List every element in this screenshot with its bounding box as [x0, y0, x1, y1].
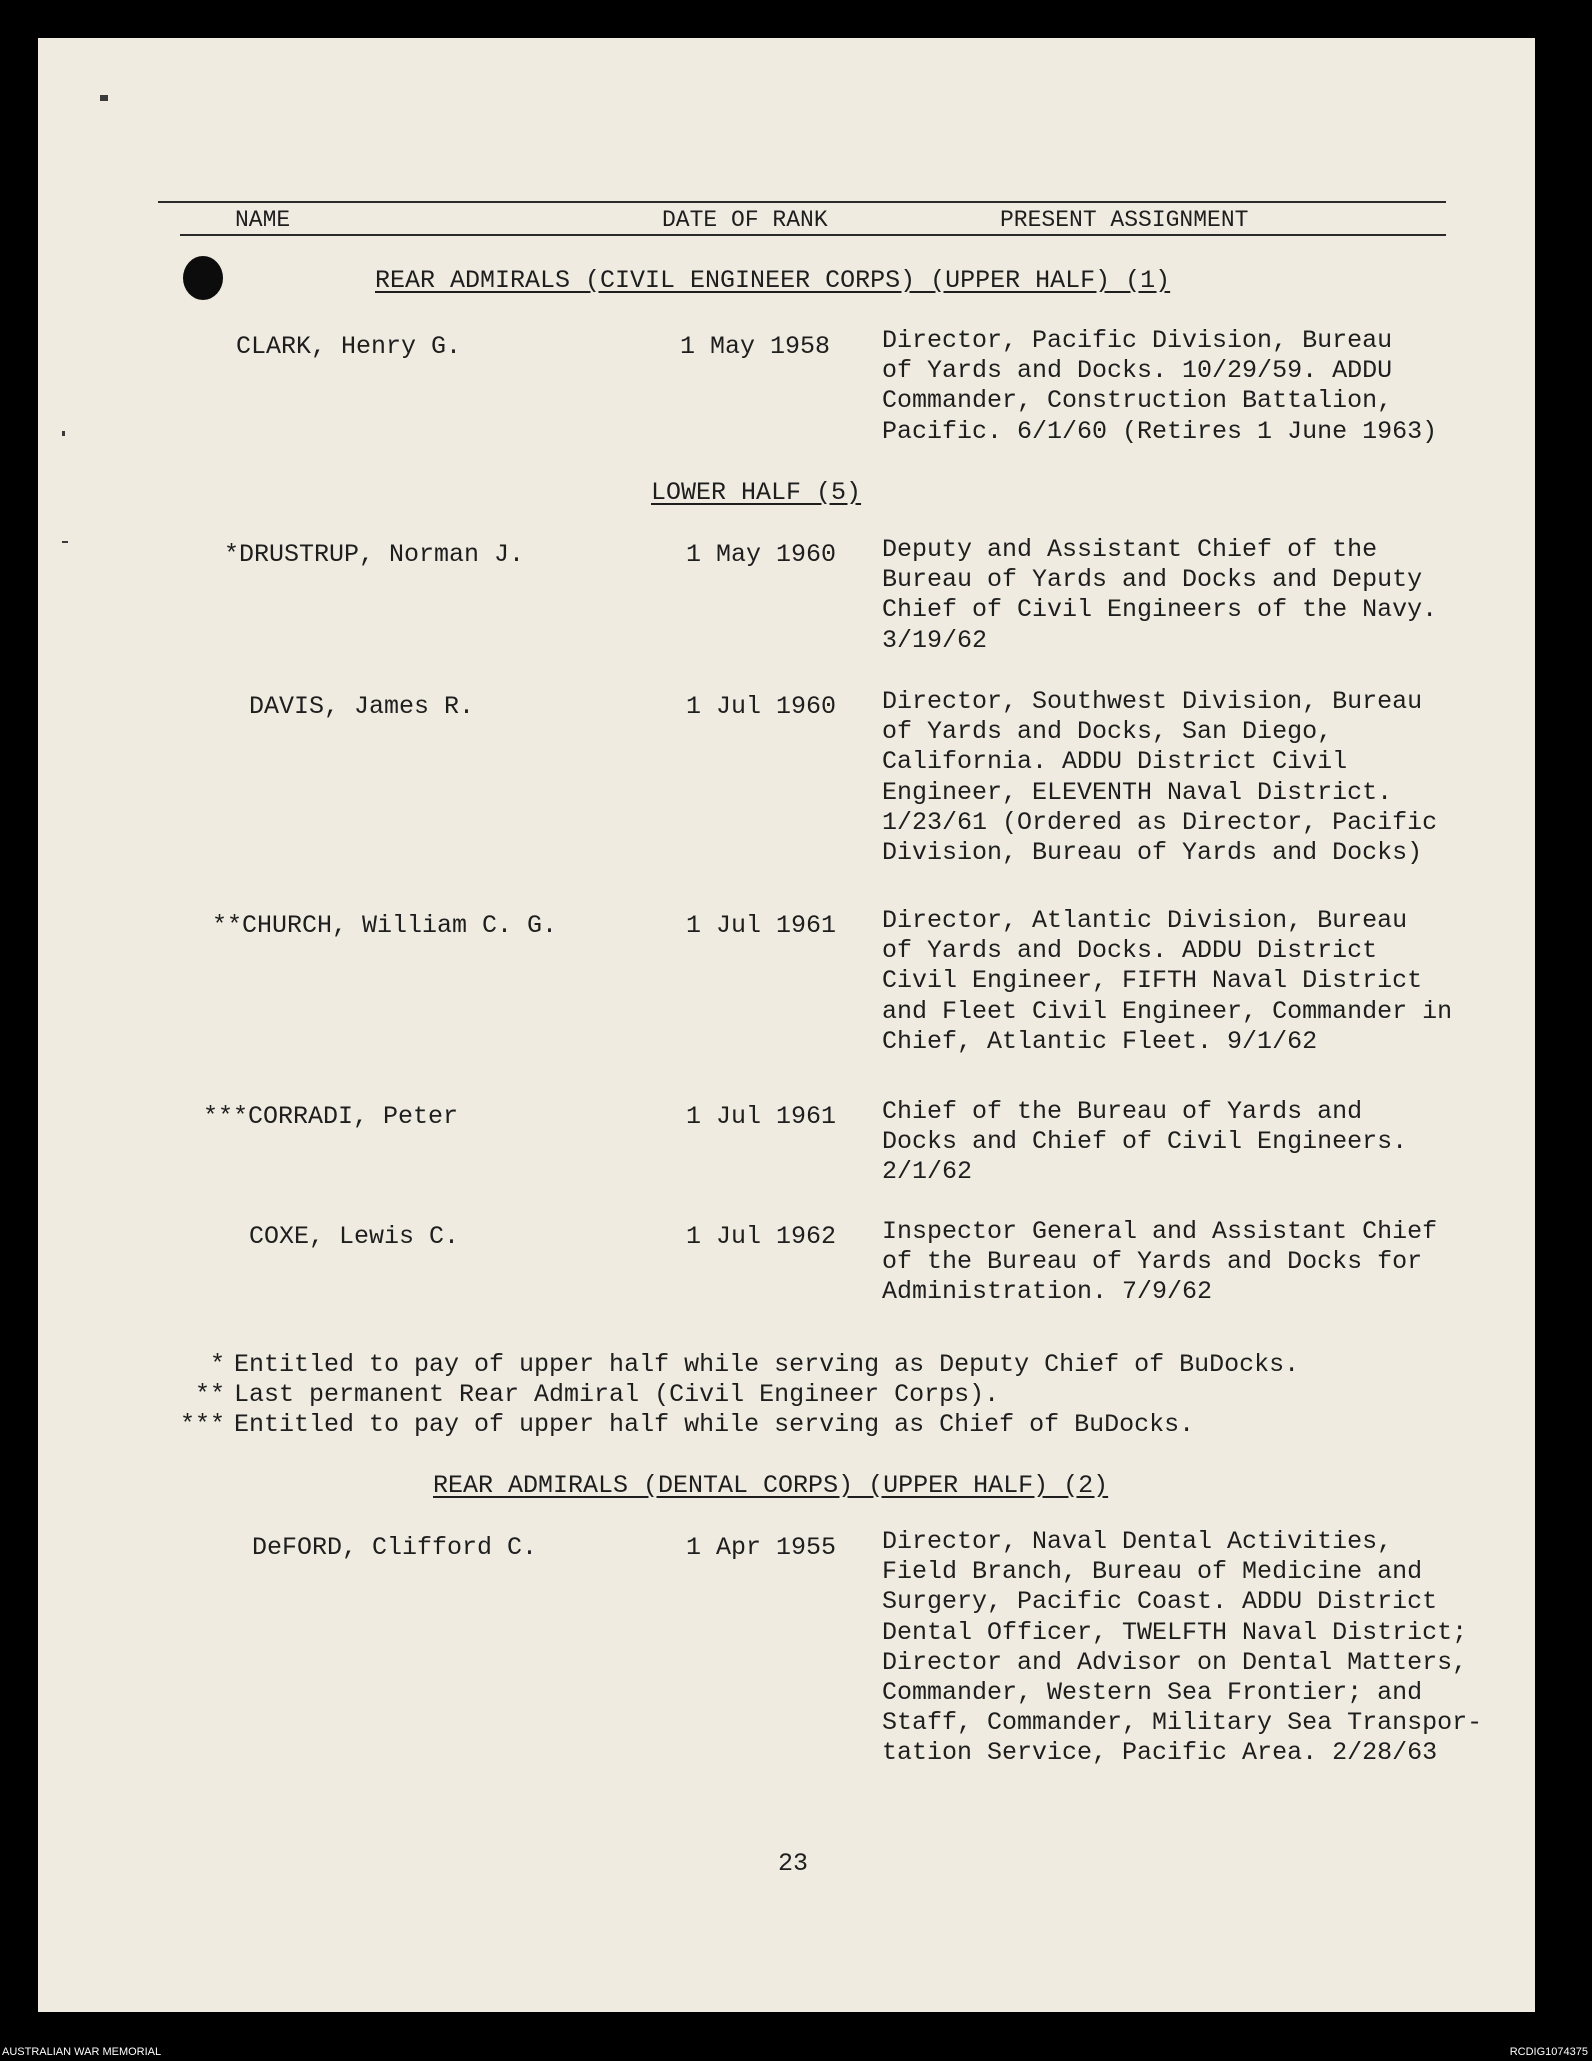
archive-credit: AUSTRALIAN WAR MEMORIAL — [2, 2046, 162, 2058]
punch-hole — [183, 256, 223, 300]
assignment-line: Inspector General and Assistant Chief — [882, 1217, 1438, 1246]
header-top-rule — [158, 201, 1446, 203]
section-heading-cec-upper-half: REAR ADMIRALS (CIVIL ENGINEER CORPS) (UPPER HALF) (1) — [375, 266, 1171, 295]
column-header-date: DATE OF RANK — [662, 207, 828, 233]
footnote-text: Entitled to pay of upper half while serving as Deputy Chief of BuDocks. — [234, 1350, 1300, 1379]
assignment-line: California. ADDU District Civil — [882, 747, 1348, 777]
entry-date: 1 Jul 1960 — [686, 692, 837, 721]
assignment-line: of the Bureau of Yards and Docks for — [882, 1247, 1423, 1277]
assignment-line: 3/19/62 — [882, 625, 988, 655]
entry-name: *DRUSTRUP, Norman J. — [224, 540, 525, 569]
entry-name: CLARK, Henry G. — [236, 332, 462, 361]
entry-assignment — [882, 1217, 1437, 1308]
section-heading-lower-half: LOWER HALF (5) — [651, 478, 862, 507]
paper-speck — [62, 431, 65, 436]
assignment-line: 2/1/62 — [882, 1157, 973, 1187]
entry-assignment — [882, 687, 1437, 868]
assignment-line: Deputy and Assistant Chief of the — [882, 535, 1378, 564]
column-header-name: NAME — [235, 207, 291, 233]
assignment-line: tation Service, Pacific Area. 2/28/63 — [882, 1738, 1438, 1768]
footnote-mark: * — [209, 1350, 225, 1379]
paper-speck — [62, 541, 68, 543]
entry-date: 1 Jul 1961 — [686, 1102, 837, 1131]
footnote-text: Entitled to pay of upper half while serving as Chief of BuDocks. — [234, 1410, 1195, 1439]
assignment-line: Administration. 7/9/62 — [882, 1277, 1213, 1307]
assignment-line: Director, Atlantic Division, Bureau — [882, 906, 1408, 935]
assignment-line: 1/23/61 (Ordered as Director, Pacific — [882, 807, 1438, 837]
assignment-line: Chief, Atlantic Fleet. 9/1/62 — [882, 1026, 1318, 1056]
page-number: 23 — [778, 1849, 809, 1878]
assignment-line: Chief of Civil Engineers of the Navy. — [882, 595, 1438, 625]
entry-date: 1 May 1960 — [686, 540, 837, 569]
assignment-line: Surgery, Pacific Coast. ADDU District — [882, 1587, 1438, 1617]
entry-date: 1 Jul 1962 — [686, 1222, 837, 1251]
assignment-line: Commander, Western Sea Frontier; and — [882, 1678, 1423, 1708]
footnote-mark: *** — [179, 1410, 225, 1439]
entry-date: 1 Jul 1961 — [686, 911, 837, 940]
assignment-line: Civil Engineer, FIFTH Naval District — [882, 966, 1423, 996]
assignment-line: Director and Advisor on Dental Matters, — [882, 1647, 1468, 1677]
assignment-line: Staff, Commander, Military Sea Transpor- — [882, 1708, 1483, 1738]
assignment-line: Director, Southwest Division, Bureau — [882, 687, 1423, 716]
entry-assignment — [882, 326, 1437, 447]
entry-assignment — [882, 906, 1452, 1057]
entry-name: **CHURCH, William C. G. — [212, 911, 558, 940]
entry-name: DAVIS, James R. — [249, 692, 475, 721]
assignment-line: Bureau of Yards and Docks and Deputy — [882, 565, 1423, 595]
footnote-text: Last permanent Rear Admiral (Civil Engineer Corps). — [234, 1380, 1000, 1409]
assignment-line: Engineer, ELEVENTH Naval District. — [882, 777, 1393, 807]
entry-name: DeFORD, Clifford C. — [252, 1533, 538, 1562]
paper-speck — [100, 95, 108, 101]
assignment-line: of Yards and Docks, San Diego, — [882, 717, 1333, 747]
assignment-line: Commander, Construction Battalion, — [882, 386, 1393, 416]
assignment-line: Director, Naval Dental Activities, — [882, 1527, 1393, 1556]
assignment-line: Field Branch, Bureau of Medicine and — [882, 1557, 1423, 1587]
assignment-line: Docks and Chief of Civil Engineers. — [882, 1127, 1408, 1157]
entry-assignment — [882, 1527, 1482, 1769]
assignment-line: of Yards and Docks. 10/29/59. ADDU — [882, 356, 1393, 386]
section-heading-dental-upper-half: REAR ADMIRALS (DENTAL CORPS) (UPPER HALF) (2) — [433, 1471, 1109, 1500]
assignment-line: Pacific. 6/1/60 (Retires 1 June 1963) — [882, 416, 1438, 446]
header-bottom-rule — [180, 234, 1446, 236]
entry-name: COXE, Lewis C. — [249, 1222, 460, 1251]
archive-reference: RCDIG1074375 — [1509, 2046, 1588, 2058]
assignment-line: Director, Pacific Division, Bureau — [882, 326, 1393, 355]
footnote-mark: ** — [194, 1380, 225, 1409]
entry-name: ***CORRADI, Peter — [203, 1102, 459, 1131]
assignment-line: Chief of the Bureau of Yards and — [882, 1097, 1363, 1126]
assignment-line: Division, Bureau of Yards and Docks) — [882, 838, 1423, 868]
column-header-assignment: PRESENT ASSIGNMENT — [1000, 207, 1249, 233]
assignment-line: of Yards and Docks. ADDU District — [882, 936, 1378, 966]
entry-date: 1 May 1958 — [680, 332, 831, 361]
entry-assignment — [882, 535, 1437, 656]
entry-date: 1 Apr 1955 — [686, 1533, 837, 1562]
entry-assignment — [882, 1097, 1407, 1188]
assignment-line: and Fleet Civil Engineer, Commander in — [882, 996, 1453, 1026]
assignment-line: Dental Officer, TWELFTH Naval District; — [882, 1617, 1468, 1647]
